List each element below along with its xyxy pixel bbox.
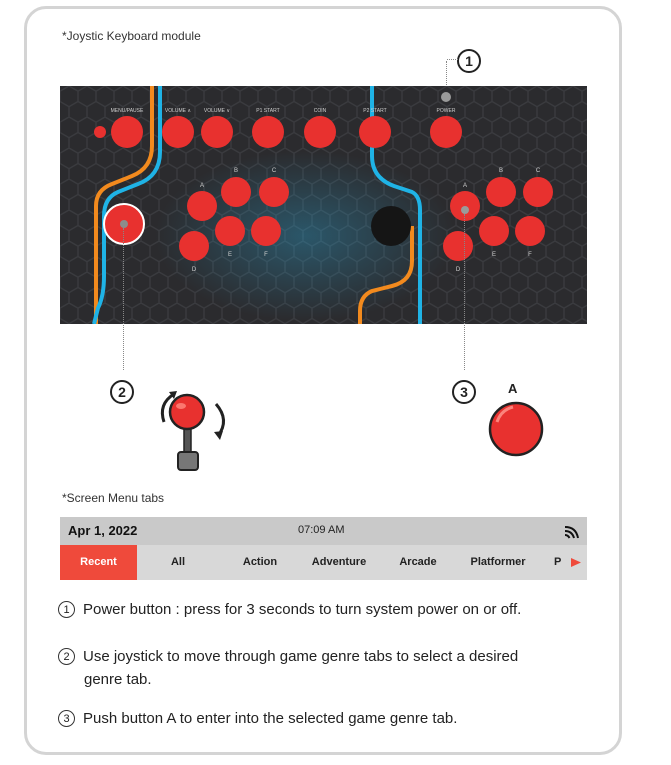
p1-start-button (252, 116, 284, 148)
label-p2-start: P2 START (363, 108, 387, 114)
right-button-c (523, 177, 553, 207)
button-a-callout-dot (461, 206, 469, 214)
joystick-keyboard-panel (60, 86, 587, 324)
date-text: Apr 1, 2022 (68, 523, 138, 538)
power-callout-dot (441, 92, 451, 102)
description-2-continuation: genre tab. (84, 671, 152, 688)
callout-1-connector (447, 59, 458, 60)
left-button-c (259, 177, 289, 207)
volume-down-button (201, 116, 233, 148)
left-letter-c: C (271, 168, 277, 174)
left-button-d (179, 231, 209, 261)
description-3-text: Push button A to enter into the selected game genre tab. (83, 710, 458, 727)
menu-section-title: *Screen Menu tabs (62, 491, 165, 505)
description-3 (58, 707, 598, 730)
wifi-icon (563, 522, 581, 540)
label-power: POWER (436, 108, 456, 114)
right-letter-c: C (535, 168, 541, 174)
joystick-ball (170, 395, 204, 429)
callout-2: 2 (110, 380, 134, 404)
description-2 (58, 645, 598, 691)
small-red-button (94, 126, 106, 138)
left-button-b (221, 177, 251, 207)
tab-arcade[interactable]: Arcade (399, 556, 437, 568)
genre-tab-row (60, 545, 587, 580)
right-button-f (515, 216, 545, 246)
description-2-number: 2 (58, 648, 75, 665)
button-a-illustration (487, 400, 545, 458)
tab-all[interactable]: All (170, 556, 186, 568)
power-button (430, 116, 462, 148)
tab-recent[interactable]: Recent (60, 545, 137, 580)
left-letter-b: B (233, 168, 239, 174)
right-letter-a: A (462, 183, 468, 189)
callout-3-line (464, 214, 465, 370)
label-coin: COIN (313, 108, 327, 114)
left-letter-e: E (227, 252, 233, 258)
description-2-text: Use joystick to move through game genre tabs to select a desired (83, 648, 519, 665)
left-letter-d: D (191, 267, 197, 273)
label-menu-pause: MENU/PAUSE (110, 108, 144, 114)
coin-button (304, 116, 336, 148)
description-1 (58, 598, 598, 621)
tab-partial[interactable]: P (554, 556, 562, 568)
description-3-number: 3 (58, 710, 75, 727)
right-letter-f: F (528, 252, 532, 258)
left-letter-f: F (264, 252, 268, 258)
tab-action[interactable]: Action (242, 556, 278, 568)
right-letter-b: B (498, 168, 504, 174)
button-a-label: A (508, 381, 518, 396)
right-joystick (371, 206, 411, 246)
status-row (60, 517, 587, 545)
right-button-d (443, 231, 473, 261)
left-button-e (215, 216, 245, 246)
right-button-e (479, 216, 509, 246)
joystick-illustration (150, 388, 234, 474)
description-1-number: 1 (58, 601, 75, 618)
description-1-text: Power button : press for 3 seconds to turn system power on or off. (83, 601, 522, 618)
label-volume-down: VOLUME ∨ (203, 108, 231, 114)
tab-platformer[interactable]: Platformer (470, 556, 526, 568)
callout-1: 1 (457, 49, 481, 73)
callout-1-line (446, 61, 447, 89)
scroll-right-arrow-icon[interactable] (570, 557, 582, 568)
left-letter-a: A (199, 183, 205, 189)
right-button-b (486, 177, 516, 207)
joystick-section-title: *Joystic Keyboard module (62, 29, 201, 43)
menu-pause-button (111, 116, 143, 148)
callout-2-line (123, 228, 124, 370)
left-button-f (251, 216, 281, 246)
volume-up-button (162, 116, 194, 148)
label-p1-start: P1 START (256, 108, 280, 114)
left-button-a (187, 191, 217, 221)
p2-start-button (359, 116, 391, 148)
left-joystick-dot (120, 220, 128, 228)
right-letter-d: D (455, 267, 461, 273)
screen-menu-bar (60, 517, 587, 580)
right-letter-e: E (491, 252, 497, 258)
time-text: 07:09 AM (298, 524, 345, 536)
tab-adventure[interactable]: Adventure (311, 556, 367, 568)
label-volume-up: VOLUME ∧ (164, 108, 192, 114)
callout-3: 3 (452, 380, 476, 404)
